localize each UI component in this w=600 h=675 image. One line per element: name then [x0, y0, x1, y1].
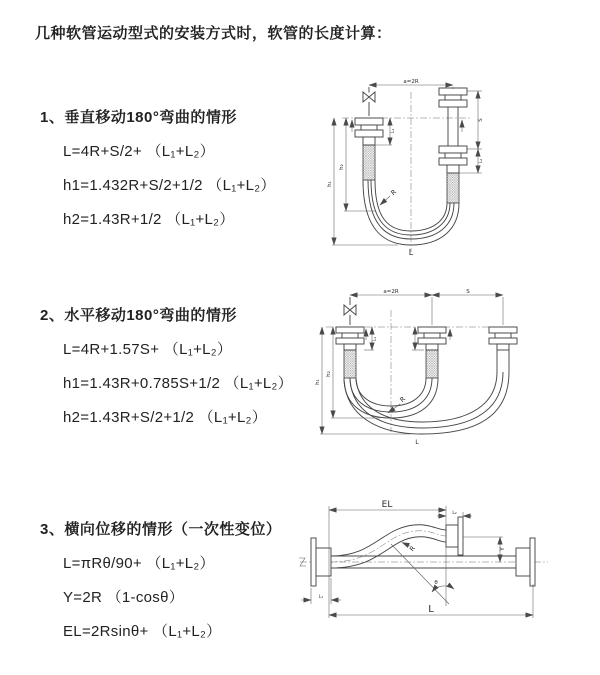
braided-hose-section	[447, 173, 459, 203]
dimension-el	[329, 500, 446, 618]
radius-callout	[402, 543, 417, 554]
braided-hose-section	[426, 350, 438, 378]
s-curve-hose-displaced	[331, 525, 446, 568]
dimension-l1	[301, 578, 341, 604]
dim-label-h2: h₂	[326, 371, 332, 377]
braided-hose-section	[344, 350, 356, 378]
radius-callout	[380, 188, 398, 205]
dimension-l1-left	[364, 327, 424, 350]
diagram-vertical-move-180-bend	[318, 72, 508, 260]
dim-label-S: S	[466, 289, 470, 295]
formula-L: L=4R+1.57S+ （L₁+L₂）	[63, 341, 233, 358]
dim-label-h1: h₁	[315, 379, 321, 385]
left-pipe-assembly	[336, 297, 364, 378]
dim-label-h2: h₂	[339, 164, 345, 170]
dim-label-L2: L₂	[452, 511, 457, 516]
section-1-heading: 1、垂直移动180°弯曲的情形	[40, 109, 237, 126]
dim-label-L1: L₁	[373, 336, 378, 342]
formula-L: L=πRθ/90+ （L₁+L₂）	[63, 555, 215, 572]
right-pipe-assembly	[439, 88, 467, 203]
dim-label-L2: L₂	[479, 158, 484, 164]
dimension-y	[463, 537, 506, 562]
dim-label-L: L	[415, 438, 419, 446]
dim-label-L1: L₁	[391, 128, 396, 134]
formula-EL: EL=2Rsinθ+ （L₁+L₂）	[63, 623, 222, 640]
dim-label-R: R	[407, 544, 417, 554]
formula-h1: h1=1.43R+0.785S+1/2 （L₁+L₂）	[63, 375, 293, 392]
dimension-a2r	[350, 289, 503, 325]
top-right-flange-displaced	[446, 517, 463, 555]
dim-label-L: L	[428, 604, 434, 615]
theta-angle-construction	[391, 544, 454, 604]
dimension-l	[329, 584, 533, 618]
section-horizontal-move	[40, 304, 340, 427]
flange	[355, 118, 383, 125]
braided-hose-section	[363, 145, 375, 180]
diagram-horizontal-move-180-bend	[312, 282, 522, 452]
dim-label-h1: h₁	[327, 181, 333, 187]
section-3-heading: 3、横向位移的情形（一次性变位）	[40, 521, 282, 538]
formula-h1: h1=1.432R+S/2+1/2 （L₁+L₂）	[63, 177, 276, 194]
left-pipe-assembly	[355, 87, 383, 180]
dim-label-Y: Y	[498, 547, 506, 551]
dim-label-a2R: a=2R	[403, 79, 419, 85]
dim-label-L: L	[408, 248, 414, 257]
middle-pipe-assembly	[418, 327, 446, 378]
left-flange-assembly	[311, 538, 331, 586]
dim-label-theta: θ	[434, 580, 438, 586]
section-vertical-move	[40, 106, 340, 229]
formula-h2: h2=1.43R+S/2+1/2 （L₁+L₂）	[63, 409, 268, 426]
right-flange-original	[516, 538, 535, 586]
formula-Y: Y=2R （1-cosθ）	[63, 589, 185, 606]
dimension-l2	[437, 510, 472, 520]
dim-label-S: S	[478, 118, 484, 122]
formula-h2: h2=1.43R+1/2 （L₁+L₂）	[63, 211, 235, 228]
hose-u-bend-moved-position	[344, 372, 509, 434]
page-title: 几种软管运动型式的安装方式时，软管的长度计算：	[35, 25, 392, 42]
dim-label-R: R	[398, 394, 408, 404]
right-pipe-assembly-moved	[489, 327, 517, 372]
centerlines	[299, 531, 548, 566]
diagram-lateral-displacement	[296, 494, 568, 642]
section-2-heading: 2、水平移动180°弯曲的情形	[40, 307, 237, 324]
dim-label-EL: EL	[381, 500, 393, 510]
dim-label-R: R	[389, 187, 399, 197]
section-lateral-displacement	[40, 518, 340, 641]
dim-label-L1: L₁	[318, 595, 324, 600]
dim-label-a2R: a=2R	[383, 289, 399, 295]
formula-L: L=4R+S/2+ （L₁+L₂）	[63, 143, 215, 160]
